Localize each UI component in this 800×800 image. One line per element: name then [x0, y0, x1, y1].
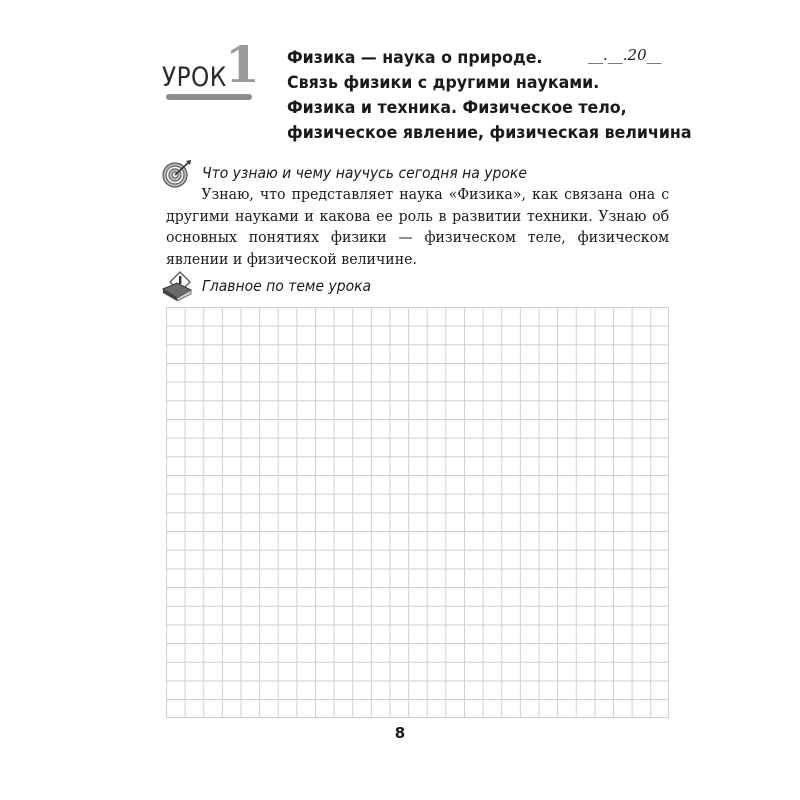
notes-grid[interactable]	[166, 307, 669, 718]
summary-section-header	[160, 271, 390, 301]
lesson-badge	[152, 35, 302, 104]
title-line: Физика и техника. Физическое тело,	[287, 98, 627, 118]
title-line: физическое явление, физическая величина	[287, 123, 692, 143]
goals-text	[166, 184, 670, 270]
book-exclamation-icon	[160, 271, 198, 301]
lesson-underline	[166, 94, 252, 100]
lesson-number: 1	[225, 35, 260, 94]
title-line: Связь физики с другими науками.	[287, 73, 600, 93]
goals-section-title: Что узнаю и чему научусь сегодня на уроке	[202, 164, 527, 182]
summary-section-title: Главное по теме урока	[202, 277, 372, 295]
goals-paragraph: Узнаю, что представляет наука «Физика», как связана она с другими науками и какова ее роль в развитии техники. Узнаю об основных понятиях физики — физическом теле, физическом явлении и физической величине.	[166, 185, 670, 268]
date-field[interactable]: __.__.20__	[588, 46, 662, 64]
page-number: 8	[394, 724, 406, 742]
title-line: Физика — наука о природе.	[287, 48, 543, 68]
lesson-label: УРОК	[162, 62, 227, 93]
